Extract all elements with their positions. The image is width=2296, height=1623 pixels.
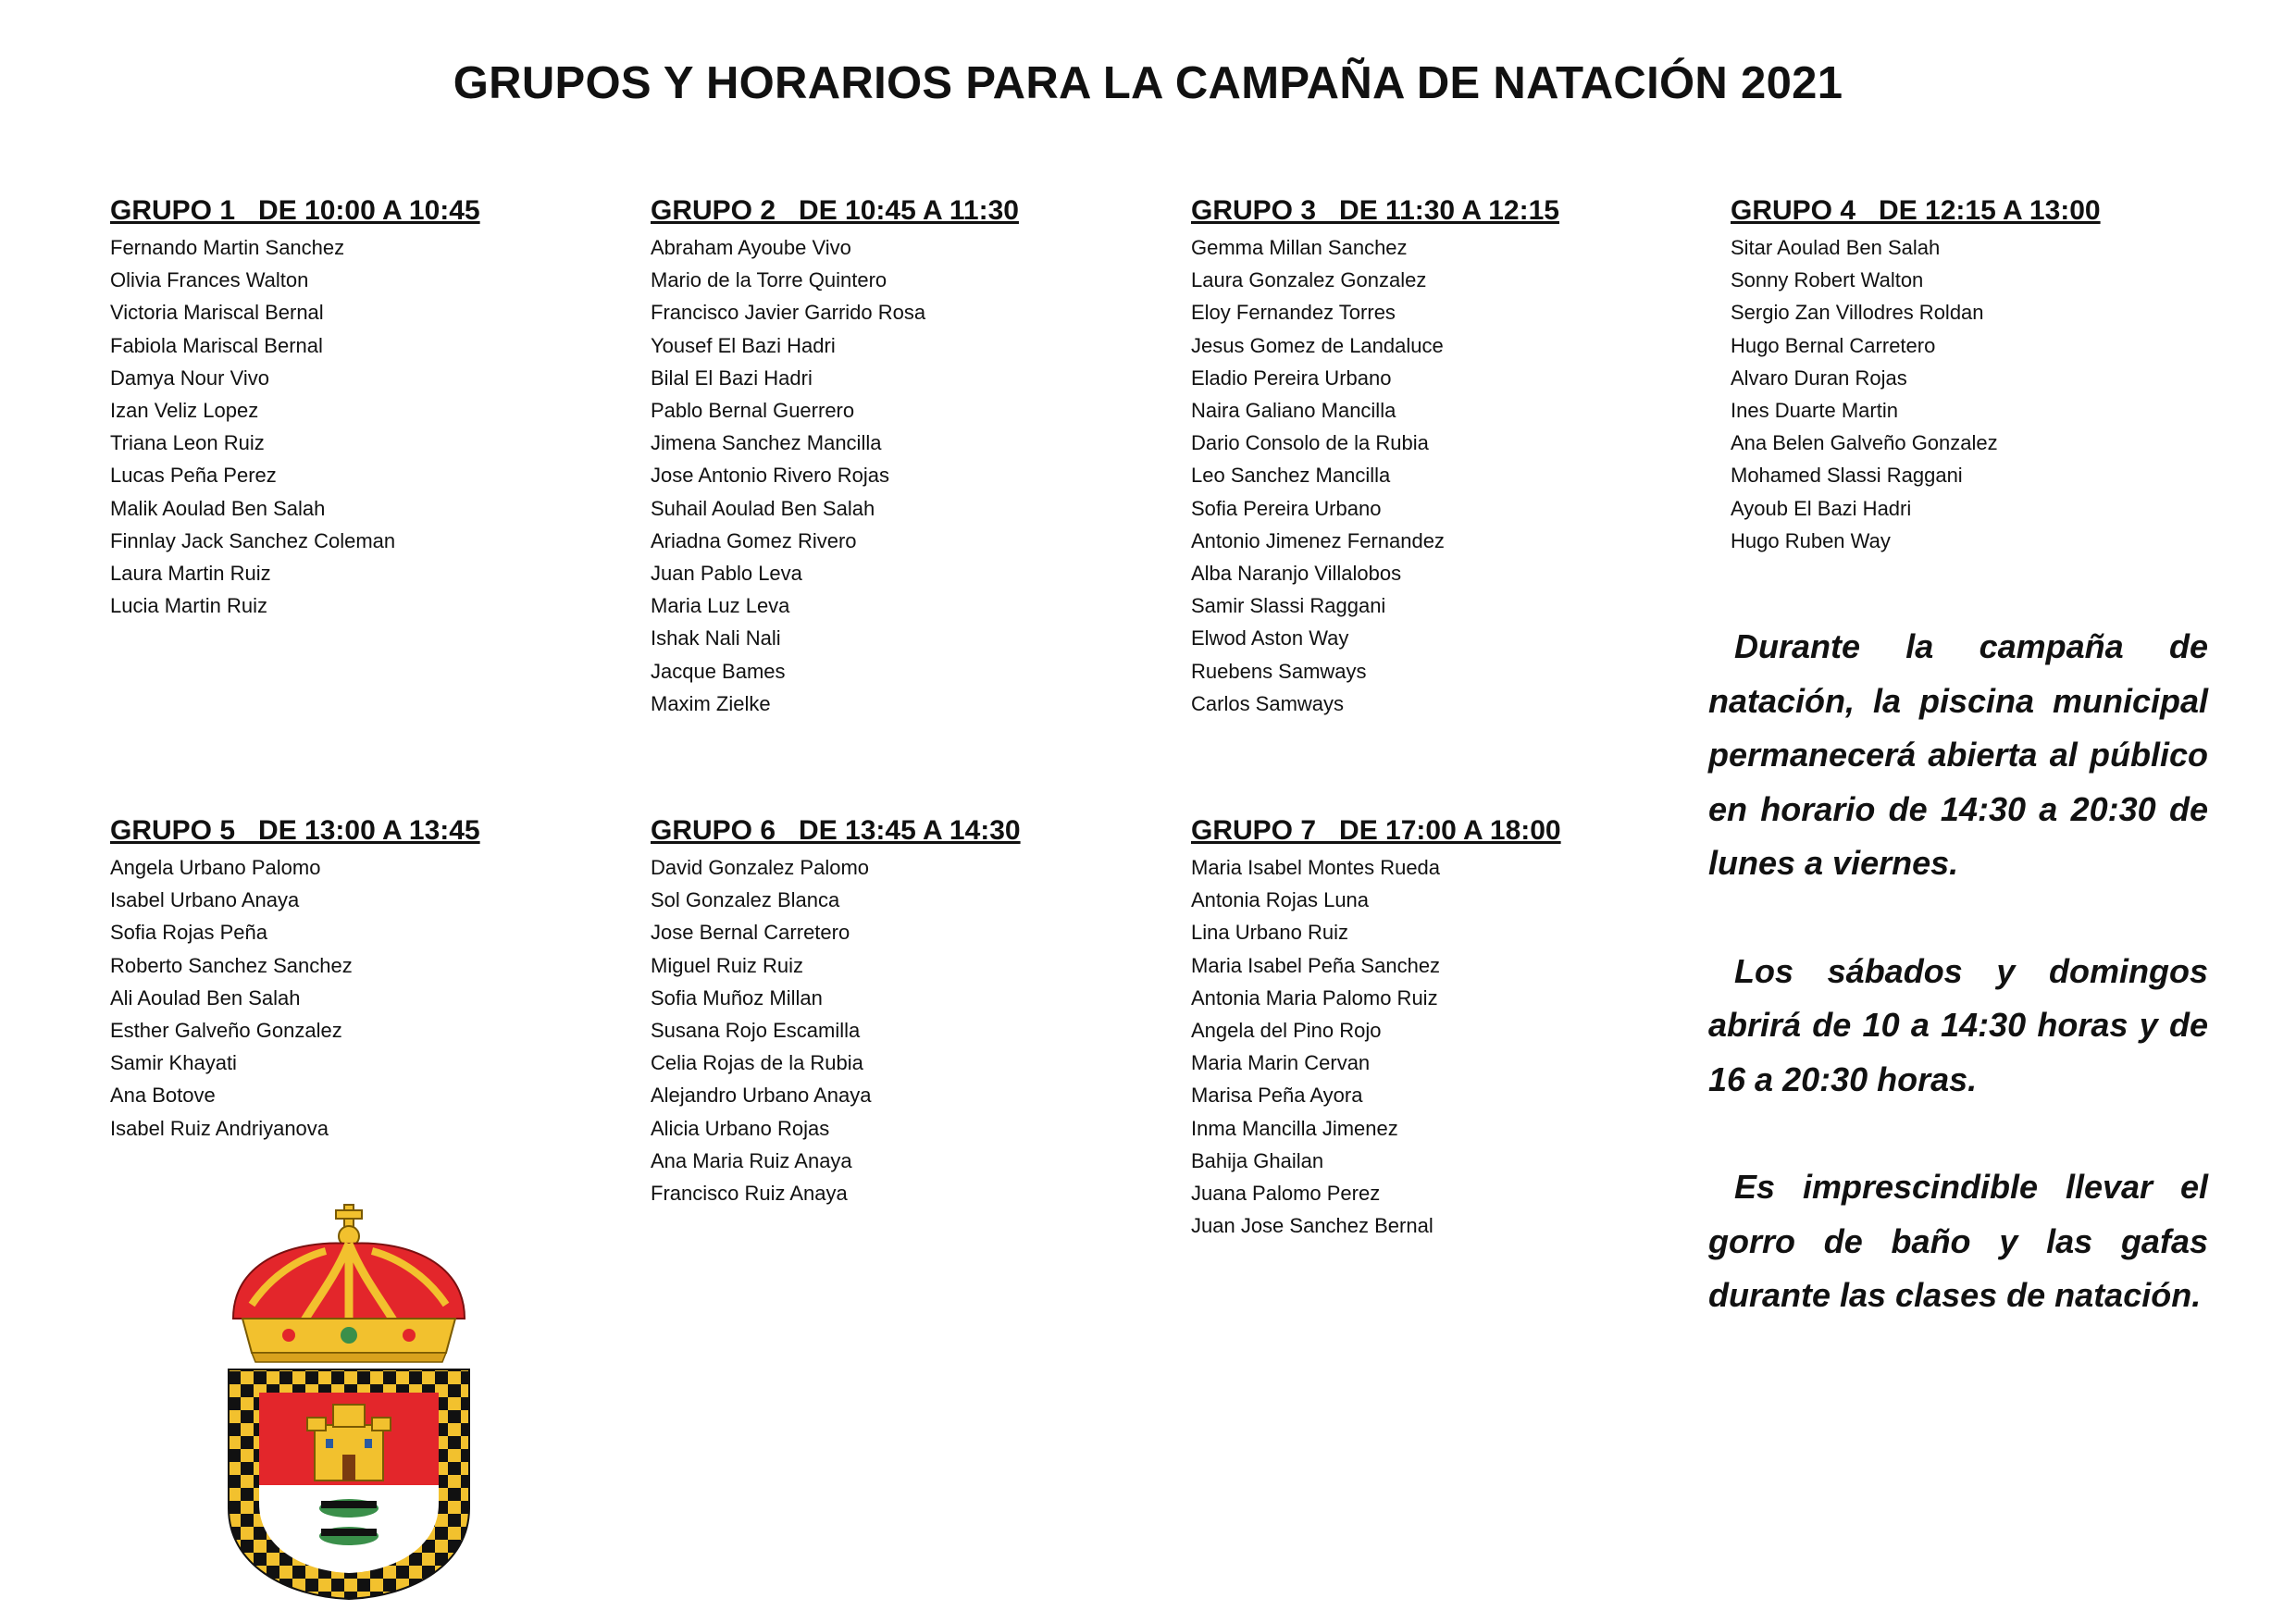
list-item: Eloy Fernandez Torres — [1191, 301, 1396, 325]
list-item: Susana Rojo Escamilla — [651, 1019, 861, 1043]
list-item: Suhail Aoulad Ben Salah — [651, 496, 875, 520]
list-item: Alejandro Urbano Anaya — [651, 1084, 872, 1108]
list-item: Lina Urbano Ruiz — [1191, 921, 1348, 945]
list-item: Naira Galiano Mancilla — [1191, 399, 1396, 423]
group-2 — [651, 191, 1169, 720]
list-item: Angela del Pino Rojo — [1191, 1019, 1382, 1043]
list-item: Celia Rojas de la Rubia — [651, 1051, 863, 1075]
list-item: Inma Mancilla Jimenez — [1191, 1116, 1398, 1140]
list-item: Maria Isabel Montes Rueda — [1191, 856, 1441, 879]
list-item: Samir Khayati — [110, 1051, 237, 1075]
list-item: Finnlay Jack Sanchez Coleman — [110, 528, 396, 552]
list-item: Ayoub El Bazi Hadri — [1731, 496, 1912, 520]
list-item: Sol Gonzalez Blanca — [651, 888, 840, 912]
coat-of-arms-icon — [215, 1203, 483, 1601]
group-3-list — [1191, 231, 1709, 720]
list-item: Juana Palomo Perez — [1191, 1182, 1381, 1206]
list-item: Victoria Mariscal Bernal — [110, 301, 324, 325]
list-item: Sofia Pereira Urbano — [1191, 496, 1382, 520]
list-item: Antonia Maria Palomo Ruiz — [1191, 985, 1438, 1010]
crest-graphic — [215, 1203, 483, 1601]
list-item: Antonia Rojas Luna — [1191, 888, 1370, 912]
list-item: Bilal El Bazi Hadri — [651, 365, 813, 390]
list-item: Sergio Zan Villodres Roldan — [1731, 301, 1984, 325]
list-item: Maria Isabel Peña Sanchez — [1191, 953, 1441, 977]
list-item: Alvaro Duran Rojas — [1731, 365, 1907, 390]
list-item: Olivia Frances Walton — [110, 268, 309, 292]
list-item: Maria Marin Cervan — [1191, 1051, 1371, 1075]
list-item: Ana Belen Galveño Gonzalez — [1731, 431, 1998, 455]
list-item: Izan Veliz Lopez — [110, 399, 259, 423]
list-item: Sitar Aoulad Ben Salah — [1731, 236, 1941, 259]
list-item: Eladio Pereira Urbano — [1191, 365, 1392, 390]
group-6-list — [651, 851, 1169, 1209]
group-5-heading: GRUPO 5 DE 13:00 A 13:45 — [110, 815, 480, 846]
notice-paragraph-weekend: Los sábados y domingos abrirá de 10 a 14:30 horas y de 16 a 20:30 horas. — [1708, 951, 2208, 1098]
list-item: Yousef El Bazi Hadri — [651, 333, 836, 357]
list-item: Gemma Millan Sanchez — [1191, 236, 1408, 259]
list-item: Sofia Muñoz Millan — [651, 985, 823, 1010]
list-item: Jimena Sanchez Mancilla — [651, 431, 882, 455]
list-item: Sonny Robert Walton — [1731, 268, 1924, 292]
list-item: David Gonzalez Palomo — [651, 856, 870, 879]
list-item: Maria Luz Leva — [651, 594, 790, 618]
list-item: Jose Antonio Rivero Rojas — [651, 464, 890, 488]
list-item: Juan Jose Sanchez Bernal — [1191, 1214, 1433, 1238]
page-title: GRUPOS Y HORARIOS PARA LA CAMPAÑA DE NATACIÓN 2021 — [453, 58, 1843, 108]
list-item: Lucia Martin Ruiz — [110, 594, 267, 618]
list-item: Ruebens Samways — [1191, 659, 1367, 683]
list-item: Ana Botove — [110, 1084, 216, 1108]
list-item: Maxim Zielke — [651, 691, 771, 715]
list-item: Ali Aoulad Ben Salah — [110, 985, 301, 1010]
list-item: Lucas Peña Perez — [110, 464, 277, 488]
list-item: Triana Leon Ruiz — [110, 431, 265, 455]
group-5 — [110, 811, 628, 1145]
list-item: Francisco Javier Garrido Rosa — [651, 301, 926, 325]
list-item: Laura Martin Ruiz — [110, 562, 271, 586]
list-item: Malik Aoulad Ben Salah — [110, 496, 326, 520]
list-item: Abraham Ayoube Vivo — [651, 236, 851, 259]
group-7 — [1191, 811, 1709, 1242]
list-item: Francisco Ruiz Anaya — [651, 1182, 848, 1206]
group-1-list — [110, 231, 628, 622]
list-item: Laura Gonzalez Gonzalez — [1191, 268, 1427, 292]
list-item: Elwod Aston Way — [1191, 626, 1349, 650]
group-3 — [1191, 191, 1709, 720]
list-item: Hugo Ruben Way — [1731, 528, 1891, 552]
notice-paragraph-weekday: Durante la campaña de natación, la piscina municipal permanecerá abierta al público en horario de 14:30 a 20:30 de lunes a viernes. — [1708, 627, 2208, 882]
list-item: Mohamed Slassi Raggani — [1731, 464, 1963, 488]
notice-paragraph-requirements: Es imprescindible llevar el gorro de baño y las gafas durante las clases de natación. — [1708, 1168, 2208, 1314]
list-item: Sofia Rojas Peña — [110, 921, 267, 945]
list-item: Pablo Bernal Guerrero — [651, 399, 855, 423]
list-item: Damya Nour Vivo — [110, 365, 269, 390]
list-item: Isabel Ruiz Andriyanova — [110, 1116, 329, 1140]
group-6 — [651, 811, 1169, 1209]
list-item: Jose Bernal Carretero — [651, 921, 850, 945]
group-6-heading: GRUPO 6 DE 13:45 A 14:30 — [651, 815, 1021, 846]
list-item: Isabel Urbano Anaya — [110, 888, 300, 912]
list-item: Angela Urbano Palomo — [110, 856, 321, 879]
group-3-heading: GRUPO 3 DE 11:30 A 12:15 — [1191, 195, 1559, 226]
list-item: Dario Consolo de la Rubia — [1191, 431, 1429, 455]
group-2-list — [651, 231, 1169, 720]
list-item: Ishak Nali Nali — [651, 626, 781, 650]
list-item: Fernando Martin Sanchez — [110, 236, 345, 259]
group-7-list — [1191, 851, 1709, 1242]
list-item: Leo Sanchez Mancilla — [1191, 464, 1391, 488]
list-item: Mario de la Torre Quintero — [651, 268, 887, 292]
list-item: Juan Pablo Leva — [651, 562, 802, 586]
list-item: Carlos Samways — [1191, 691, 1345, 715]
list-item: Fabiola Mariscal Bernal — [110, 333, 323, 357]
list-item: Jacque Bames — [651, 659, 786, 683]
group-7-heading: GRUPO 7 DE 17:00 A 18:00 — [1191, 815, 1561, 846]
list-item: Marisa Peña Ayora — [1191, 1084, 1363, 1108]
pool-notice — [1708, 620, 2208, 1377]
list-item: Alicia Urbano Rojas — [651, 1116, 830, 1140]
group-2-heading: GRUPO 2 DE 10:45 A 11:30 — [651, 195, 1019, 226]
group-4 — [1731, 191, 2249, 557]
list-item: Roberto Sanchez Sanchez — [110, 953, 353, 977]
group-4-list — [1731, 231, 2249, 557]
list-item: Ariadna Gomez Rivero — [651, 528, 857, 552]
list-item: Hugo Bernal Carretero — [1731, 333, 1936, 357]
group-1-heading: GRUPO 1 DE 10:00 A 10:45 — [110, 195, 480, 226]
group-1 — [110, 191, 628, 622]
list-item: Ana Maria Ruiz Anaya — [651, 1148, 852, 1172]
list-item: Jesus Gomez de Landaluce — [1191, 333, 1444, 357]
list-item: Bahija Ghailan — [1191, 1148, 1324, 1172]
list-item: Ines Duarte Martin — [1731, 399, 1898, 423]
list-item: Samir Slassi Raggani — [1191, 594, 1386, 618]
group-4-heading: GRUPO 4 DE 12:15 A 13:00 — [1731, 195, 2101, 226]
group-5-list — [110, 851, 628, 1145]
list-item: Esther Galveño Gonzalez — [110, 1019, 342, 1043]
list-item: Alba Naranjo Villalobos — [1191, 562, 1402, 586]
list-item: Antonio Jimenez Fernandez — [1191, 528, 1445, 552]
list-item: Miguel Ruiz Ruiz — [651, 953, 804, 977]
